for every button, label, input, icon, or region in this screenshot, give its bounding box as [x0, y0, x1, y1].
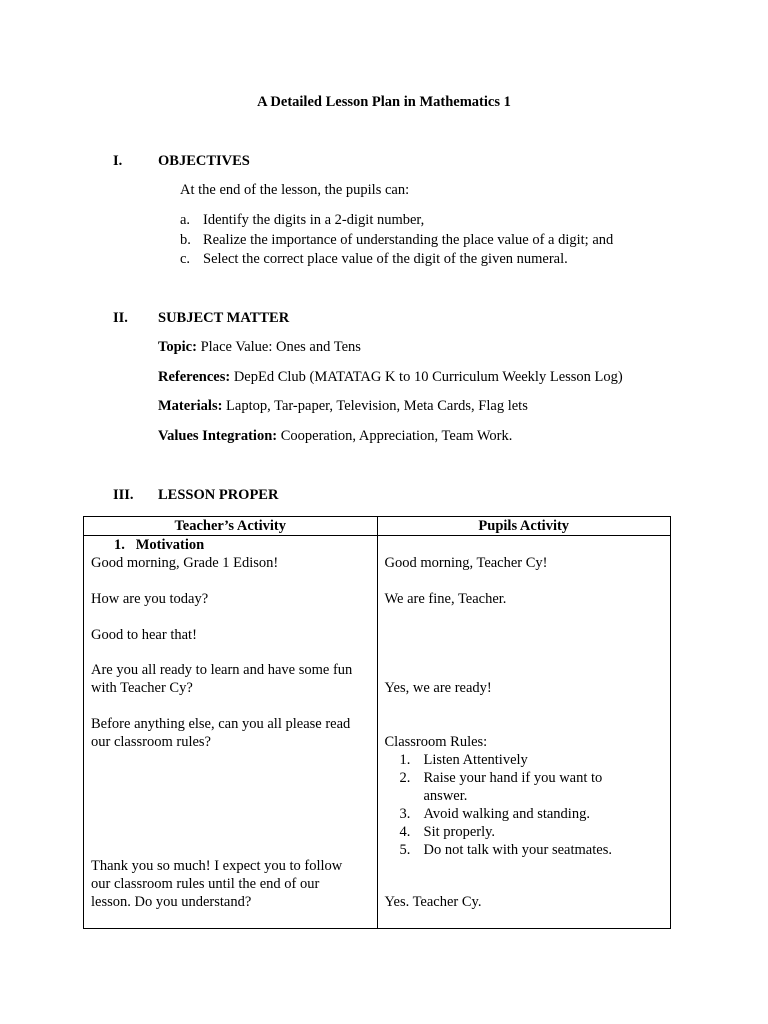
objectives-list [180, 211, 613, 270]
teacher-line: How are you today? [91, 591, 209, 607]
teacher-line: Thank you so much! I expect you to follow [91, 858, 343, 874]
list-item: 1. Listen Attentively [399, 752, 528, 768]
pupil-line: Yes, we are ready! [384, 680, 492, 696]
field-references: References: DepEd Club (MATATAG K to 10 Curriculum Weekly Lesson Log) [158, 369, 623, 385]
list-item: 4. Sit properly. [399, 824, 496, 840]
teacher-line: Before anything else, can you all please read [91, 716, 351, 732]
teacher-line: our classroom rules? [91, 734, 211, 750]
document-title: A Detailed Lesson Plan in Mathematics 1 [257, 94, 511, 110]
list-item: c. Select the correct place value of the digit of the given numeral. [180, 251, 568, 267]
step-heading: 1. Motivation [114, 537, 205, 553]
list-item: b. Realize the importance of understanding the place value of a digit; and [180, 231, 614, 248]
classroom-rules-list [400, 751, 612, 859]
list-item: 5. Do not talk with your seatmates. [399, 842, 612, 858]
teacher-line: our classroom rules until the end of our [91, 876, 320, 892]
teacher-activity-cell [84, 536, 378, 929]
field-topic: Topic: Place Value: Ones and Tens [158, 339, 361, 355]
pupils-activity-cell [377, 536, 671, 929]
lesson-table [83, 516, 671, 929]
list-item: 3. Avoid walking and standing. [399, 806, 590, 822]
pupil-line: We are fine, Teacher. [384, 591, 507, 607]
field-materials: Materials: Laptop, Tar-paper, Television, Meta Cards, Flag lets [158, 398, 528, 414]
list-item: 2. Raise your hand if you want to [399, 770, 603, 786]
field-values-integration: Values Integration: Cooperation, Appreciation, Team Work. [158, 428, 513, 444]
section-number-objectives: I. [113, 153, 123, 169]
section-heading-objectives: OBJECTIVES [158, 153, 250, 169]
classroom-rules-heading: Classroom Rules: [384, 734, 488, 750]
section-heading-subject-matter: SUBJECT MATTER [158, 310, 290, 326]
list-item: a. Identify the digits in a 2-digit number, [180, 212, 425, 228]
pupil-line: Good morning, Teacher Cy! [384, 555, 548, 571]
section-number-lesson-proper: III. [113, 487, 134, 503]
teacher-line: with Teacher Cy? [91, 680, 193, 696]
table-header-teacher: Teacher’s Activity [84, 517, 378, 536]
table-row [84, 536, 671, 929]
section-number-subject-matter: II. [113, 310, 128, 326]
teacher-line: Are you all ready to learn and have some fun [91, 662, 353, 678]
teacher-line: Good to hear that! [91, 627, 197, 643]
section-heading-lesson-proper: LESSON PROPER [158, 487, 279, 503]
table-header-pupils: Pupils Activity [377, 517, 671, 536]
pupil-line: Yes. Teacher Cy. [384, 894, 482, 910]
teacher-line: lesson. Do you understand? [91, 894, 252, 910]
list-item-continuation: answer. [423, 788, 468, 804]
objectives-intro: At the end of the lesson, the pupils can: [180, 182, 410, 198]
teacher-line: Good morning, Grade 1 Edison! [91, 555, 279, 571]
